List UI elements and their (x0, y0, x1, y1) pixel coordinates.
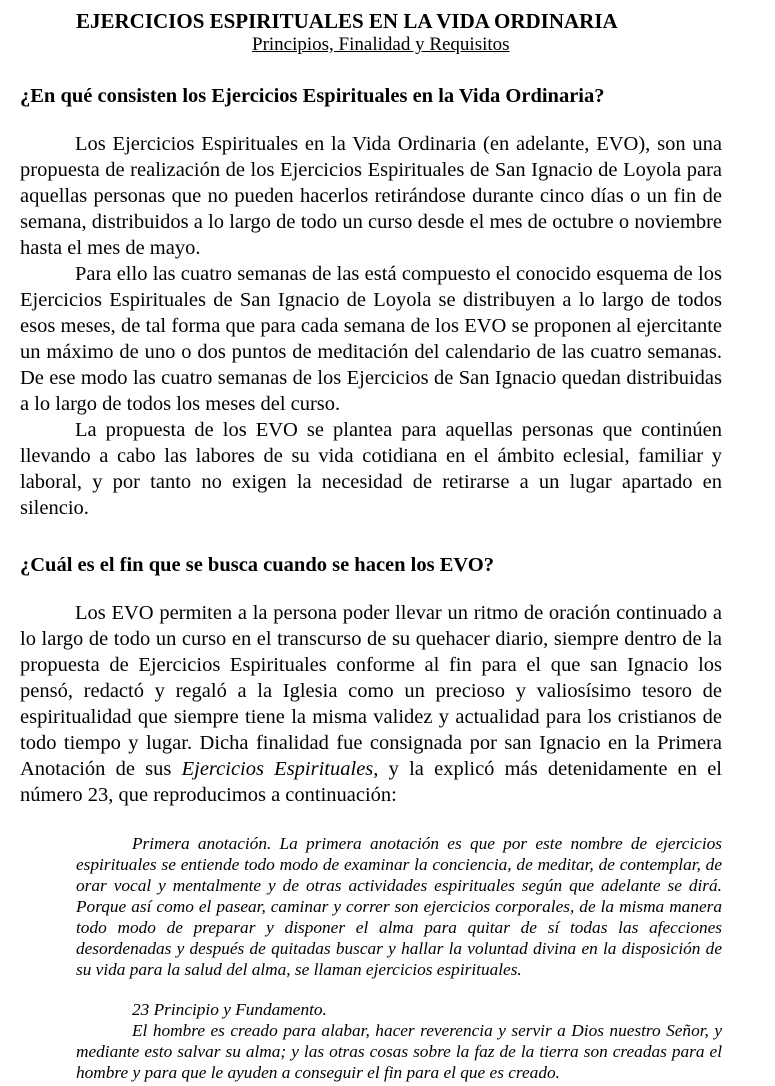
quote-principle-text: El hombre es creado para alabar, hacer reverencia y servir a Dios nuestro Señor, y mediante esto salvar su alma; y las otras cosas sobre la faz de la tierra son creadas para el hombre y para que le ayuden a conseguir el fin para el que es creado. (76, 1021, 722, 1082)
paragraph-purpose (20, 600, 722, 808)
section-heading-what-are-evo: ¿En qué consisten los Ejercicios Espirituales en la Vida Ordinaria? (20, 85, 605, 107)
paragraph-distribution: Para ello las cuatro semanas de las está compuesto el conocido esquema de los Ejercicios Espirituales de San Ignacio de Loyola se distribuyen a lo largo de todos esos meses, de tal forma que para cada semana de los EVO se proponen al ejercitante un máximo de uno o dos puntos de meditación del calendario de las cuatro semanas. De ese modo las cuatro semanas de los Ejercicios de San Ignacio quedan distribuidas a lo largo de todos los meses del curso. (20, 263, 722, 415)
quote-principle-heading: 23 Principio y Fundamento. (132, 1000, 327, 1019)
document-subtitle: Principios, Finalidad y Requisitos (252, 34, 510, 55)
paragraph-definition: Los Ejercicios Espirituales en la Vida Ordinaria (en adelante, EVO), son una propuesta de realización de los Ejercicios Espirituales de San Ignacio de Loyola para aquellas personas que no pueden hacerlos retirándose durante cinco días o un fin de semana, distribuidos a lo largo de todo un curso desde el mes de octubre o noviembre hasta el mes de mayo. (20, 133, 722, 259)
paragraph-purpose-text-start: Los EVO permiten a la persona poder llevar un ritmo de oración continuado a lo largo de todo un curso en el transcurso de su quehacer diario, siempre dentro de la propuesta de Ejercicios Espirituales conforme al fin para el que san Ignacio los pensó, redactó y regaló a la Iglesia como un precioso y valiosísimo tesoro de espiritualidad que siempre tiene la misma validez y actualidad para los cristianos de todo tiempo y lugar. Dicha finalidad fue consignada por san Ignacio en la Primera Anotación de sus (20, 602, 722, 780)
paragraph-purpose-text-end: y la explicó más detenidamente en el número 23, que reproducimos a continuación: (20, 758, 722, 806)
quote-first-annotation: Primera anotación. La primera anotación es que por este nombre de ejercicios espirituales se entiende todo modo de examinar la conciencia, de meditar, de contemplar, de orar vocal y mentalmente y de otras actividades espirituales según que adelante se dirá. Porque así como el pasear, caminar y correr son ejercicios corporales, de la misma manera todo modo de preparar y disponer el alma para quitar de sí todas las afecciones desordenadas y después de quitadas buscar y hallar la voluntad divina en la disposición de su vida para la salud del alma, se llaman ejercicios espirituales. (76, 834, 722, 979)
book-title-reference: Ejercicios Espirituales, (181, 758, 379, 780)
document-title: EJERCICIOS ESPIRITUALES EN LA VIDA ORDINARIA (76, 9, 618, 33)
paragraph-audience: La propuesta de los EVO se plantea para aquellas personas que continúen llevando a cabo las labores de su vida cotidiana en el ámbito eclesial, familiar y laboral, y por tanto no exigen la necesidad de retirarse a un lugar apartado en silencio. (20, 419, 722, 519)
document-page (20, 8, 722, 1083)
section-heading-purpose: ¿Cuál es el fin que se busca cuando se hacen los EVO? (20, 554, 494, 576)
